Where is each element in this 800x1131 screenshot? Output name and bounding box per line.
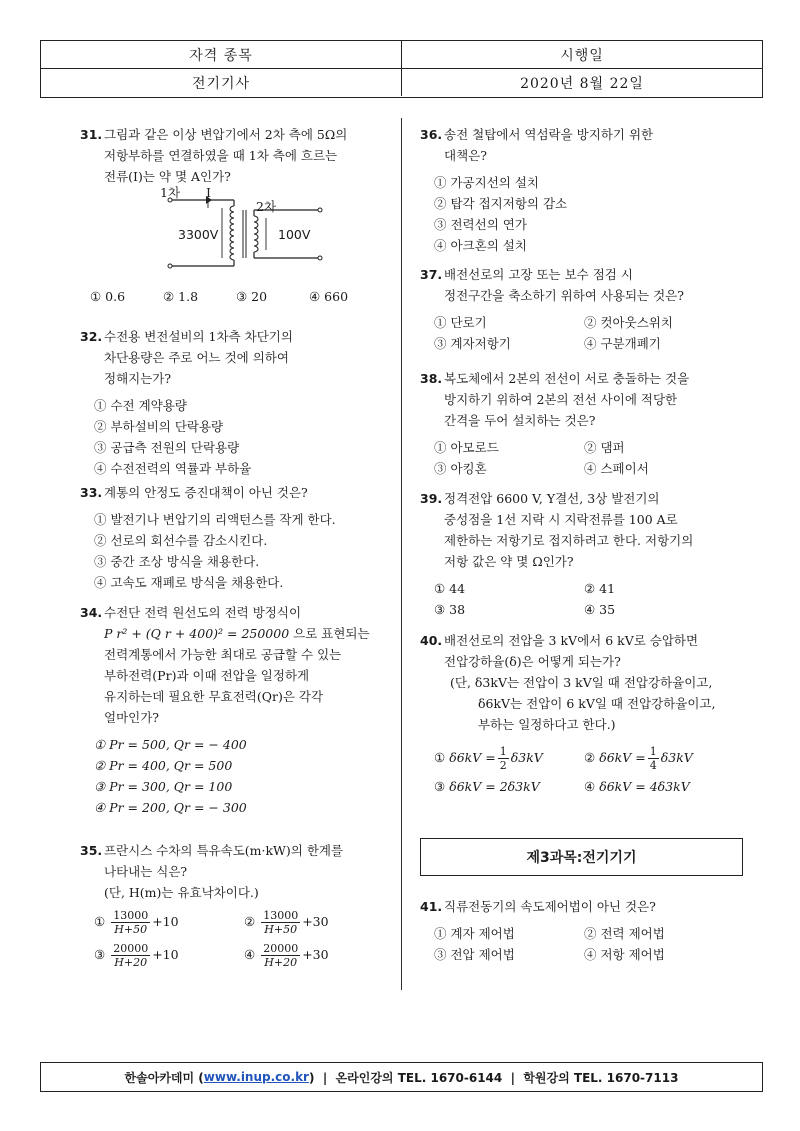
lhs: δ6kV = [449,750,496,765]
fraction [498,745,509,772]
option-4[interactable]: ④ 구분개폐기 [584,336,661,351]
option-4[interactable]: ④ 660 [309,289,349,304]
question-34 [80,602,390,818]
option-4[interactable]: ④ 아크혼의 설치 [434,238,527,253]
option-3[interactable]: ③ Pr = 300, Qr = 100 [94,779,233,794]
option-2[interactable]: ② Pr = 400, Qr = 500 [94,758,233,773]
footer-academy: 한솔아카데미 ( [124,1070,204,1085]
option-2[interactable]: ② 부하설비의 단락용량 [94,419,224,434]
fraction [261,942,300,969]
page-footer [40,1062,763,1092]
question-36 [420,124,750,256]
option-1[interactable]: ① 계자 제어법 [434,926,515,941]
header-row-titles [41,41,762,69]
numerator: 1 [499,745,507,758]
option-mark: ③ [94,947,106,962]
option-2[interactable]: ② 댐퍼 [584,440,625,455]
option-3[interactable]: ③ 전력선의 연가 [434,217,527,232]
fig-label-v2: 100V [278,227,311,242]
question-number: 36. [420,127,443,142]
lhs: δ6kV = [599,750,646,765]
numerator: 20000 [113,942,149,955]
question-number: 35. [80,843,103,858]
option-mark: ② [584,750,596,765]
denominator: H+20 [114,956,148,969]
option-2[interactable]: ② 탑각 접지저항의 감소 [434,196,568,211]
option-3[interactable]: ③ 20 [236,289,268,304]
exam-header-table [40,40,763,98]
denominator: 4 [649,759,657,772]
option-4[interactable]: ④ 수전전력의 역률과 부하율 [94,461,252,476]
rhs: δ3kV [510,750,543,765]
footer-website-link[interactable]: www.inup.co.kr [203,1070,309,1084]
question-text: 계통의 안정도 증진대책이 아닌 것은? [104,485,308,500]
header-subject-value: 전기기사 [41,69,402,96]
option-1[interactable]: ① Pr = 500, Qr = − 400 [94,737,247,752]
option-mark: ④ [584,779,596,794]
column-divider [401,118,402,990]
question-31 [80,124,390,187]
option-4[interactable]: ④ 저항 제어법 [584,947,665,962]
denominator: H+50 [114,923,148,936]
denominator: 2 [499,759,507,772]
option-3[interactable] [94,942,244,969]
question-text: 직류전동기의 속도제어법이 아닌 것은? [444,899,656,914]
numerator: 20000 [263,942,299,955]
secondary-coil [254,216,258,252]
option-1[interactable]: ① 0.6 [90,289,126,304]
question-number: 39. [420,491,443,506]
option-1[interactable]: ① 발전기나 변압기의 리액턴스를 작게 한다. [94,512,336,527]
option-2[interactable]: ② 전력 제어법 [584,926,665,941]
question-number: 40. [420,633,443,648]
option-mark: ① [434,750,446,765]
header-date-value: 2020년 8월 22일 [520,75,644,92]
question-38 [420,368,750,479]
option-1[interactable]: ① 아모로드 [434,440,499,455]
option-mark: ② [244,914,256,929]
fig-label-primary: 1차 [160,185,181,200]
denominator: H+50 [264,923,298,936]
question-39 [420,488,750,620]
condition-line-2: δ6kV는 전압이 6 kV일 때 전압강하율이고, [478,696,716,711]
question-text: 배전선로의 고장 또는 보수 점검 시 정전구간을 축소하기 위하여 사용되는 것은? [444,267,684,303]
denominator: H+20 [264,956,298,969]
option-1[interactable]: ① 44 [434,581,466,596]
addend: +10 [152,914,179,929]
option-mark: ① [94,914,106,929]
expression: δ6kV = 2δ3kV [449,779,540,794]
option-4[interactable]: ④ 스페이서 [584,461,649,476]
power-equation: P r² + (Q r + 400)² = 250000 [104,626,290,641]
question-40 [420,630,755,797]
option-3[interactable]: ③ 계자저항기 [434,336,511,351]
fig-label-secondary: 2차 [256,199,277,214]
question-number: 32. [80,329,103,344]
option-1[interactable]: ① 수전 계약용량 [94,398,187,413]
fraction [261,909,300,936]
question-number: 34. [80,605,103,620]
fig-label-v1: 3300V [178,227,219,242]
option-1[interactable] [94,909,244,936]
condition-line-3: 부하는 일정하다고 한다.) [478,717,616,732]
option-1[interactable] [434,745,584,772]
question-number: 41. [420,899,443,914]
question-text-rest: 전력계통에서 가능한 최대로 공급할 수 있는 부하전력(Pr)과 이때 전압을 일정하게 유지하는데 필요한 무효전력(Qr)은 각각 얼마인가? [104,647,342,725]
header-date-title: 시행일 [560,47,604,64]
option-mark: ④ [244,947,256,962]
option-3[interactable]: ③ 중간 조상 방식을 채용한다. [94,554,260,569]
option-4[interactable]: ④ 35 [584,602,616,617]
numerator: 13000 [263,909,299,922]
option-1[interactable]: ① 가공지선의 설치 [434,175,539,190]
option-3[interactable]: ③ 전압 제어법 [434,947,515,962]
option-4[interactable] [244,942,394,969]
section-title: 제3과목:전기기기 [526,850,637,866]
question-text: 송전 철탑에서 역섬락을 방지하기 위한 대책은? [444,127,654,163]
fraction [111,909,150,936]
header-row-values [41,69,762,96]
option-3[interactable]: ③ 공급측 전원의 단락용량 [94,440,240,455]
option-3[interactable] [434,776,584,797]
option-mark: ③ [434,779,446,794]
option-2[interactable]: ② 1.8 [163,289,199,304]
question-32 [80,326,390,479]
question-41 [420,896,750,965]
primary-coil [230,206,234,260]
addend: +30 [302,914,329,929]
expression: δ6kV = 4δ3kV [599,779,690,794]
question-text: 프란시스 수차의 특유속도(m·kW)의 한계를 나타내는 식은? (단, H(m)는 유효낙차이다.) [104,843,344,900]
option-2[interactable] [244,909,394,936]
option-4[interactable]: ④ Pr = 200, Qr = − 300 [94,800,247,815]
question-text-line1: 수전단 전력 원선도의 전력 방정식이 [104,605,302,620]
question-text: 그림과 같은 이상 변압기에서 2차 측에 5Ω의 저항부하를 연결하였을 때 1차 측에 흐르는 전류(I)는 약 몇 A인가? [104,127,348,184]
header-subject-title: 자격 종목 [41,41,402,68]
option-3[interactable]: ③ 아킹혼 [434,461,487,476]
question-text: 정격전압 6600 V, Y결선, 3상 발전기의 중성점을 1선 지락 시 지락전류를 100 A로 제한하는 저항기로 접지하려고 한다. 저항기의 저항 값은 약 몇 Ω인가? [444,491,694,569]
option-3[interactable]: ③ 38 [434,602,466,617]
question-equation-line [104,623,390,644]
fig-label-current: I [206,185,211,200]
fraction [111,942,150,969]
option-2[interactable]: ② 컷아웃스위치 [584,315,673,330]
question-37 [420,264,750,354]
question-text: 복도체에서 2본의 전선이 서로 충돌하는 것을 방지하기 위하여 2본의 전선 사이에 적당한 간격을 두어 설치하는 것은? [444,371,690,428]
question-number: 33. [80,485,103,500]
section-title-box [420,838,743,876]
option-2[interactable]: ② 선로의 회선수를 감소시킨다. [94,533,268,548]
question-text: 수전용 변전설비의 1차측 차단기의 차단용량은 주로 어느 것에 의하여 정해지는가? [104,329,293,386]
option-2[interactable] [584,745,734,772]
rhs: δ3kV [660,750,693,765]
numerator: 1 [649,745,657,758]
question-number: 38. [420,371,443,386]
footer-contact: ) | 온라인강의 TEL. 1670-6144 | 학원강의 TEL. 1670-7113 [308,1070,679,1085]
question-number: 37. [420,267,443,282]
fraction [648,745,659,772]
numerator: 13000 [113,909,149,922]
option-2[interactable]: ② 41 [584,581,616,596]
question-text: 배전선로의 전압을 3 kV에서 6 kV로 승압하면 전압강하율(δ)은 어떻게 되는가? [444,633,699,669]
option-1[interactable]: ① 단로기 [434,315,487,330]
condition-line-1: (단, δ3kV는 전압이 3 kV일 때 전압강하율이고, [450,675,713,690]
equation-suffix: 으로 표현되는 [293,626,370,641]
question-33 [80,482,390,593]
question-31-options [90,286,382,307]
addend: +30 [302,947,329,962]
question-number: 31. [80,127,103,142]
option-4[interactable] [584,776,734,797]
question-35 [80,840,390,969]
addend: +10 [152,947,179,962]
option-4[interactable]: ④ 고속도 재폐로 방식을 채용한다. [94,575,284,590]
